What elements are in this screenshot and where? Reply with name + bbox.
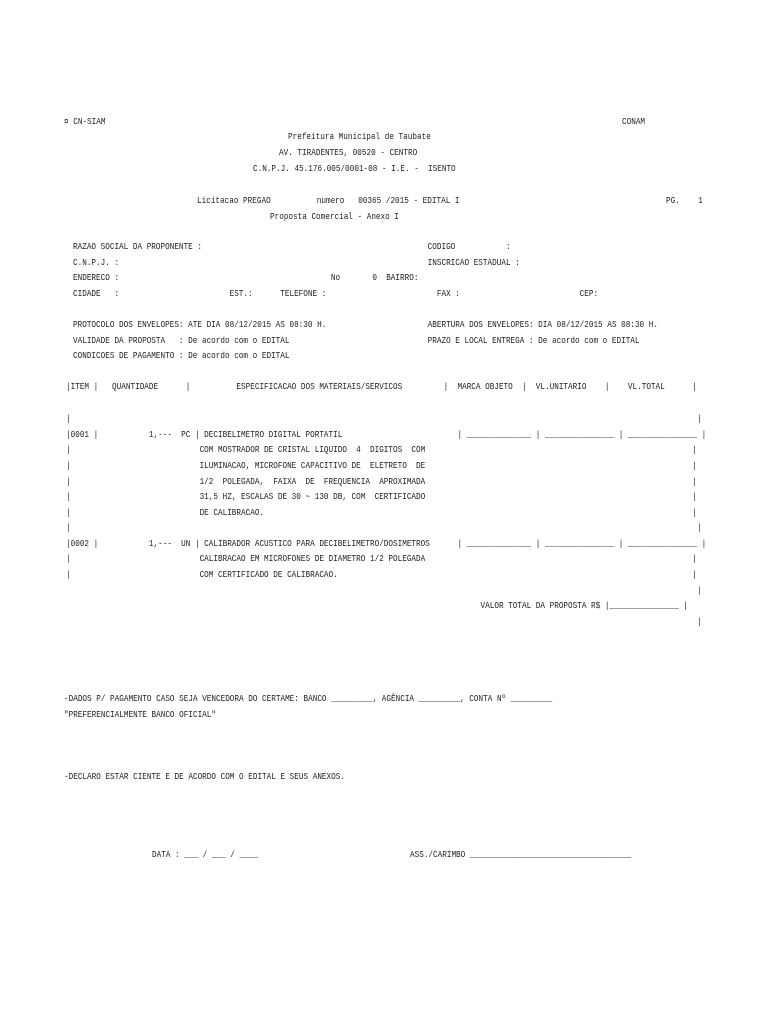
signature-field: ASS./CARIMBO ___________________________________: [410, 849, 632, 860]
table-row: |0001 | 1,--- PC | DECIBELIMETRO DIGITAL PORTATIL | ______________ | _______________ | _______________ |: [66, 429, 707, 440]
table-row: | 31,5 HZ, ESCALAS DE 30 ~ 130 DB, COM CERTIFICADO |: [66, 491, 697, 502]
terms-line: VALIDADE DA PROPOSTA : De acordo com o EDITAL PRAZO E LOCAL ENTREGA : De acordo com o EDITAL: [73, 335, 640, 346]
terms-line: PROTOCOLO DOS ENVELOPES: ATE DIA 08/12/2015 AS 08:30 H. ABERTURA DOS ENVELOPES: DIA 08/12/2015 AS 08:30 H.: [73, 319, 658, 330]
table-row: | |: [66, 522, 702, 533]
header-conam-label: CONAM: [622, 116, 646, 127]
terms-line: CONDICOES DE PAGAMENTO : De acordo com o EDITAL: [73, 350, 290, 361]
header-cnpj: C.N.P.J. 45.176.005/0001-08 - I.E. - ISENTO: [253, 163, 456, 174]
header-address: AV. TIRADENTES, 00520 - CENTRO: [279, 147, 418, 158]
title-subtitle: Proposta Comercial - Anexo I: [270, 211, 399, 222]
table-row: | CALIBRACAO EM MICROFONES DE DIAMETRO 1/2 POLEGADA |: [66, 553, 697, 564]
header-org-name: Prefeitura Municipal de Taubate: [288, 131, 431, 142]
bank-details-line: -DADOS P/ PAGAMENTO CASO SEJA VENCEDORA DO CERTAME: BANCO _________, AGÊNCIA _________, CONTA Nº _________: [64, 693, 553, 704]
title-page-number: PG. 1: [666, 195, 703, 206]
table-row: | DE CALIBRACAO. |: [66, 507, 697, 518]
table-row: |: [66, 616, 702, 627]
table-header: |ITEM | QUANTIDADE | ESPECIFICACAO DOS MATERIAIS/SERVICOS | MARCA OBJETO | VL.UNITARIO | VL.TOTAL |: [66, 381, 697, 392]
title-licitacao: Licitacao PREGAO numero 00365 /2015 - EDITAL I: [197, 195, 460, 206]
table-row: | 1/2 POLEGADA, FAIXA DE FREQUENCIA APROXIMADA |: [66, 476, 697, 487]
table-row: | COM MOSTRADOR DE CRISTAL LIQUIDO 4 DIGITOS COM |: [66, 444, 697, 455]
proponent-line: ENDERECO : No 0 BAIRRO:: [73, 272, 419, 283]
table-row: | ILUMINACAO, MICROFONE CAPACITIVO DE ELETRETO DE |: [66, 460, 697, 471]
table-row: VALOR TOTAL DA PROPOSTA R$ |_______________ |: [66, 600, 688, 611]
bank-note: "PREFERENCIALMENTE BANCO OFICIAL": [64, 709, 216, 720]
proponent-line: CIDADE : EST.: TELEFONE : FAX : CEP:: [73, 288, 599, 299]
table-row: | |: [66, 413, 702, 424]
declaration-line: -DECLARO ESTAR CIENTE E DE ACORDO COM O EDITAL E SEUS ANEXOS.: [64, 771, 345, 782]
header-system-code: ¤ CN-SIAM: [64, 116, 106, 127]
table-row: | COM CERTIFICADO DE CALIBRACAO. |: [66, 569, 697, 580]
proponent-line: RAZAO SOCIAL DA PROPONENTE : CODIGO :: [73, 241, 511, 252]
date-field: DATA : ___ / ___ / ____: [152, 849, 258, 860]
table-row: |0002 | 1,--- UN | CALIBRADOR ACUSTICO PARA DECIBELIMETRO/DOSIMETROS | ______________ | _______________ | _______________ |: [66, 538, 707, 549]
proponent-line: C.N.P.J. : INSCRICAO ESTADUAL :: [73, 257, 520, 268]
table-row: |: [66, 585, 702, 596]
